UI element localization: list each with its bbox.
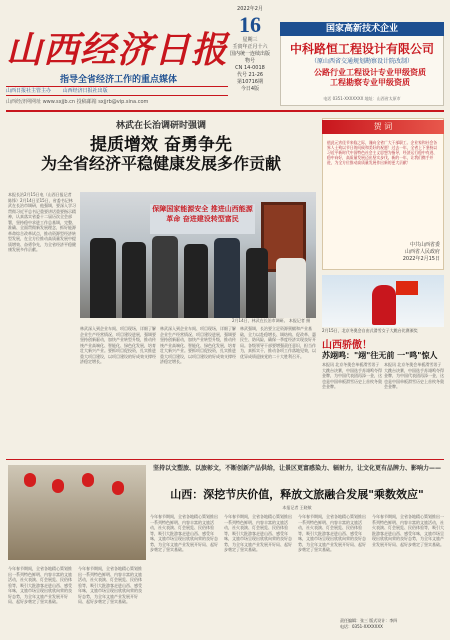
ad-banner: 国家高新技术企业 — [280, 22, 444, 36]
header-divider — [6, 110, 444, 112]
lead-body-right: 林武强调，长治要立足资源禀赋和产业基础，全力以赴稳增长、调结构、促改革、惠民生、防风险，确保一季度经济实现良好开局。各级领导干部要增强责任意识，担当作为，真抓实干，推动各项工作落地见效，以优异成绩迎接党的二十大胜利召开。 — [240, 326, 316, 359]
greeting-title: 贺 词 — [322, 120, 444, 134]
date-day: 16 — [239, 12, 261, 37]
photo-person — [246, 248, 268, 318]
culture-headline: 山西：深挖节庆价值，释放文旅融合发展"乘数效应" — [170, 488, 424, 501]
editor-line: 责任编辑：张三 版式设计：李四 — [340, 618, 398, 623]
masthead-rule — [6, 86, 228, 96]
culture-byline: 本报记者 王晓敏 — [282, 505, 312, 510]
lead-body-mid-2: 林武深入到企业车间、项目现场，详细了解企业生产经营情况、项目建设进展，强调要坚持创新驱动，加快产业转型升级，推动传统产业高端化、智能化、绿色化发展，培育壮大新兴产业。要抓项目促投资，扎实推进重大项目建设，以项目建设的好成效支撑经济稳定增长。 — [160, 326, 236, 364]
culture-photo — [8, 465, 146, 560]
photo-banner: 保障国家能源安全 推进山西能源革命 奋进建设转型富民 — [150, 204, 255, 234]
greeting-signature — [360, 242, 440, 263]
sports-headline-b: 苏翊鸣："翊"往无前 一"鸣"惊人 — [322, 351, 438, 360]
culture-body-1: 今年春节期间，全省各地精心策划推出一系列特色鲜明、内容丰富的文旅活动，社火表演、灯会展览、民俗体验等，吸引大批游客走进山西、感受年味，文旅市场呈现出欣欣向荣的良好态势，为全年文旅产业发展开好局、起好步奠定了坚实基础。 — [8, 566, 72, 604]
signature-line: 中共山西省委 — [409, 242, 440, 248]
culture-body-2: 今年春节期间，全省各地精心策划推出一系列特色鲜明、内容丰富的文旅活动，社火表演、灯会展览、民俗体验等，吸引大批游客走进山西、感受年味，文旅市场呈现出欣欣向荣的良好态势，为全年文旅产业发展开好局、起好步奠定了坚实基础。 — [78, 566, 142, 604]
sports-body-2: 本报讯 北京冬奥会单板滑雪男子大跳台决赛，中国选手苏翊鸣夺得金牌，为中国代表团再添一金，这也是中国单板滑雪历史上首枚冬奥会金牌。 — [384, 362, 444, 389]
athlete-figure — [372, 285, 396, 325]
publisher-line: 山西经济日报社出版 — [62, 88, 108, 94]
signature-line: 山西省人民政府 — [404, 249, 440, 255]
sports-caption: 2月15日，北京冬奥会自由式滑雪女子大跳台比赛颁奖 — [322, 328, 418, 333]
ad-company-name: 中科路恒工程设计有限公司 — [289, 42, 434, 56]
lead-kicker: 林武在长治调研时强调 — [115, 121, 206, 131]
date-weekday: 星期三 — [242, 37, 258, 43]
lantern-shape — [82, 473, 94, 487]
contact-line: 山西经济网网址 www.sxjjb.cn 投稿邮箱 sxjjrb@vip.sina.com — [6, 99, 149, 105]
editor-credit — [340, 618, 444, 630]
photo-person — [184, 244, 208, 318]
lantern-shape — [52, 479, 64, 493]
publisher-line: 山西日报社主管主办 — [6, 88, 52, 94]
masthead-tagline: 指导全省经济工作的重点媒体 — [60, 75, 178, 85]
culture-body-5: 今年春节期间，全省各地精心策划推出一系列特色鲜明、内容丰富的文旅活动，社火表演、灯会展览、民俗体验等，吸引大批游客走进山西、感受年味，文旅市场呈现出欣欣向荣的良好态势，为全年文旅产业发展开好局、起好步奠定了坚实基础。 — [298, 514, 366, 552]
date-lunar: 壬寅年正月十六 — [232, 44, 268, 50]
section-divider — [6, 459, 444, 460]
sports-body-1: 本报讯 北京冬奥会单板滑雪男子大跳台决赛，中国选手苏翊鸣夺得金牌，为中国代表团再添一金，这也是中国单板滑雪历史上首枚冬奥会金牌。 — [322, 362, 382, 389]
editor-line: 电话：0351-XXXXXXX — [340, 624, 383, 629]
culture-kicker: 坚持以文塑旅、以旅彰文，不断创新产品供给，让景区更富感染力、辐射力，让文化更有品牌力、影响力—— — [152, 465, 441, 472]
lead-photo — [80, 192, 316, 318]
ad-qualifications — [300, 68, 440, 88]
culture-body-4: 今年春节期间，全省各地精心策划推出一系列特色鲜明、内容丰富的文旅活动，社火表演、灯会展览、民俗体验等，吸引大批游客走进山西、感受年味，文旅市场呈现出欣欣向荣的良好态势，为全年文旅产业发展开好局、起好步奠定了坚实基础。 — [224, 514, 292, 552]
ad-footer: 电话 0351-XXXXXXX 地址：山西省太原市 — [323, 96, 401, 101]
issue-line: 第10716期 — [237, 79, 263, 85]
greeting-text: 值此元宵佳节来临之际，谨向全省广大干部职工、企业家和社会各界人士致以节日的问候和美好的祝愿！过去一年，全省上下坚持以习近平新时代中国特色社会主义思想为指导，经济运行稳中有进、稳中向好，高质量发展迈出坚实步伐。新的一年，让我们携手并进，为全方位推动高质量发展作出新的更大贡献！ — [327, 140, 438, 165]
photo-person — [122, 242, 146, 318]
flag-shape — [396, 281, 418, 295]
ad-line: 工程勘察专业甲级资质 — [330, 78, 410, 87]
issue-line: 代号 21-26 — [236, 72, 264, 78]
sports-headline-a: 山西骄傲！ — [322, 340, 372, 351]
photo-person — [90, 238, 116, 318]
date-year-month: 2022年2月 — [237, 6, 263, 12]
lantern-shape — [112, 481, 124, 495]
issue-line: CN 14-0018 — [235, 65, 265, 71]
lead-body-mid: 林武深入到企业车间、项目现场，详细了解企业生产经营情况、项目建设进展，强调要坚持创新驱动，加快产业转型升级，推动传统产业高端化、智能化、绿色化发展，培育壮大新兴产业。要抓项目促投资，扎实推进重大项目建设，以项目建设的好成效支撑经济稳定增长。 — [80, 326, 156, 364]
issue-line: 国内统一连续出版物号 — [230, 51, 271, 64]
photo-person — [214, 238, 240, 318]
lantern-shape — [24, 473, 36, 487]
date-box — [230, 6, 270, 104]
lead-headline-1: 提质增效 奋勇争先 — [90, 135, 232, 155]
culture-body-3: 今年春节期间，全省各地精心策划推出一系列特色鲜明、内容丰富的文旅活动，社火表演、灯会展览、民俗体验等，吸引大批游客走进山西、感受年味，文旅市场呈现出欣欣向荣的良好态势，为全年文旅产业发展开好局、起好步奠定了坚实基础。 — [150, 514, 218, 552]
culture-body-6: 今年春节期间，全省各地精心策划推出一系列特色鲜明、内容丰富的文旅活动，社火表演、灯会展览、民俗体验等，吸引大批游客走进山西、感受年味，文旅市场呈现出欣欣向荣的良好态势，为全年文旅产业发展开好局、起好步奠定了坚实基础。 — [372, 514, 444, 547]
lead-body-left: 本报长治2月15日电（山西日报记者 陈锋）2月14日至15日，省委书记林武在长治市调研，他强调，要深入学习贯彻习近平总书记重要讲话重要指示精神，认真落实省委十二届历次全会部署，坚持稳中求进工作总基调，完整、准确、全面贯彻新发展理念，抓好能源革命综合改革试点，推动资源型经济转型发展，在全方位推动高质量发展中提质增效、奋勇争先，为全省经济平稳健康发展多作贡献。 — [8, 192, 76, 252]
photo-person — [152, 236, 178, 318]
lead-headline-2: 为全省经济平稳健康发展多作贡献 — [40, 154, 281, 173]
newspaper-logo: 山西经济日报 — [6, 29, 229, 71]
issue-line: 今日4版 — [240, 86, 260, 92]
ad-subtitle: （原山西省交通规划勘察设计院改制） — [310, 58, 413, 65]
sports-photo — [322, 275, 444, 327]
lead-photo-caption: 2月14日，林武在长治市调研。 本报记者 摄 — [232, 318, 311, 323]
ad-line: 公路行业工程设计专业甲级资质 — [314, 68, 426, 77]
photo-person — [276, 258, 306, 318]
signature-line: 2022年2月15日 — [402, 256, 440, 262]
